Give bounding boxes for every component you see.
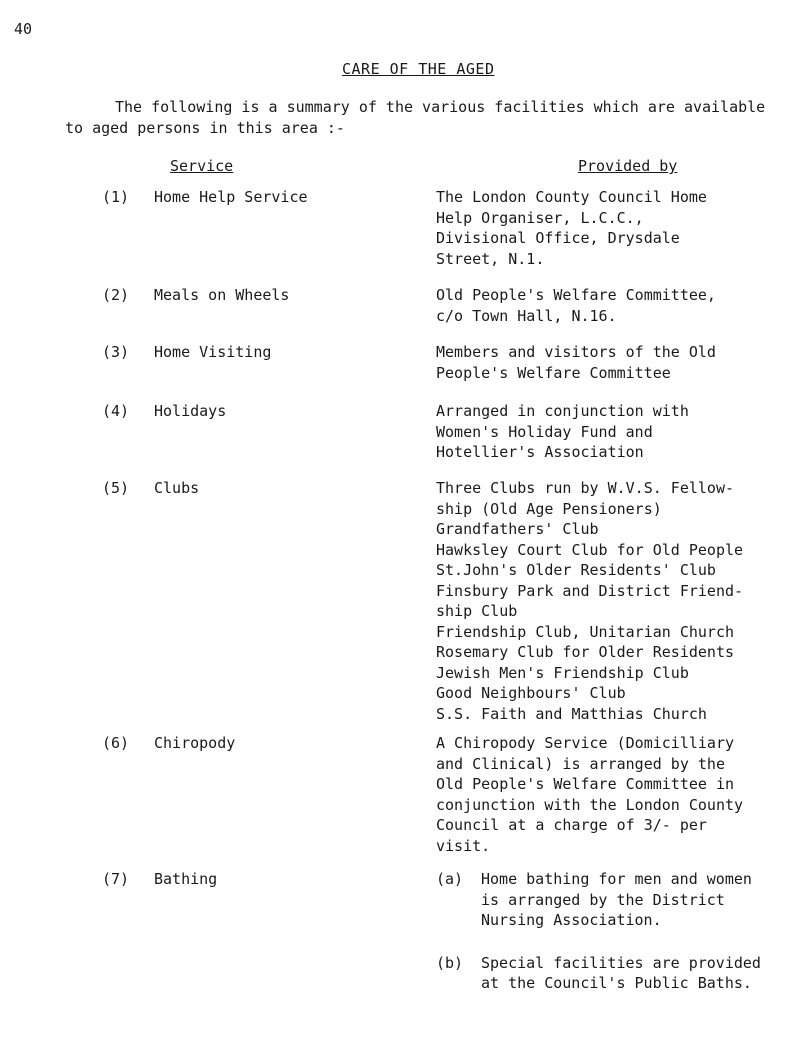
provider-text xyxy=(436,342,786,383)
provider-line: St.John's Older Residents' Club xyxy=(436,561,716,579)
service-name: Bathing xyxy=(154,870,218,888)
row-number: (7) xyxy=(102,870,130,888)
provider-line: Good Neighbours' Club xyxy=(436,684,626,702)
column-header-service: Service xyxy=(170,157,234,175)
row-number: (3) xyxy=(102,343,130,361)
provider-line: Divisional Office, Drysdale xyxy=(436,229,680,247)
item-line: Nursing Association. xyxy=(481,911,662,929)
provider-text xyxy=(436,401,786,463)
item-letter: (b) xyxy=(436,953,464,972)
provider-line: Help Organiser, L.C.C., xyxy=(436,208,644,227)
provider-line: Grandfathers' Club xyxy=(436,520,599,538)
provider-line: People's Welfare Committee xyxy=(436,363,671,382)
provider-line: A Chiropody Service (Domicilliary xyxy=(436,734,735,752)
service-name: Home Visiting xyxy=(154,343,272,361)
item-line: is arranged by the District xyxy=(481,890,725,909)
provider-line: Hotellier's Association xyxy=(436,443,644,461)
provider-text xyxy=(436,733,786,856)
intro-paragraph: The following is a summary of the various facilities which are available to aged persons in this area :- xyxy=(65,98,766,137)
provider-text xyxy=(436,869,786,1016)
column-header-provided-by: Provided by xyxy=(578,157,678,175)
provider-line: Rosemary Club for Older Residents xyxy=(436,643,735,661)
provider-text xyxy=(436,187,786,269)
provider-line: S.S. Faith and Matthias Church xyxy=(436,704,707,723)
provider-line: Hawksley Court Club for Old People xyxy=(436,540,744,559)
provider-line: Women's Holiday Fund and xyxy=(436,422,653,441)
row-number: (2) xyxy=(102,286,130,304)
provider-line: Old People's Welfare Committee, xyxy=(436,286,716,304)
item-line: at the Council's Public Baths. xyxy=(481,974,752,992)
provider-line: ship Club xyxy=(436,602,518,620)
service-name: Chiropody xyxy=(154,734,236,752)
provider-line: Members and visitors of the Old xyxy=(436,343,716,361)
service-name: Holidays xyxy=(154,402,227,420)
service-name: Meals on Wheels xyxy=(154,286,290,304)
provider-line: Street, N.1. xyxy=(436,249,545,268)
provider-line: The London County Council Home xyxy=(436,188,707,206)
row-number: (5) xyxy=(102,479,130,497)
provider-line: conjunction with the London County xyxy=(436,795,744,814)
item-letter: (a) xyxy=(436,870,464,888)
row-number: (6) xyxy=(102,734,130,752)
bathing-item xyxy=(436,953,786,994)
provider-line: Friendship Club, Unitarian Church xyxy=(436,622,735,641)
page-number: 40 xyxy=(14,20,33,38)
provider-line: Jewish Men's Friendship Club xyxy=(436,663,689,682)
provider-line: visit. xyxy=(436,836,491,855)
provider-line: and Clinical) is arranged by the xyxy=(436,754,725,773)
provider-text xyxy=(436,478,786,724)
provider-line: Finsbury Park and District Friend- xyxy=(436,581,744,600)
row-number: (4) xyxy=(102,402,130,420)
provider-text xyxy=(436,285,786,326)
bathing-item xyxy=(436,869,786,931)
service-name: Home Help Service xyxy=(154,188,308,206)
provider-line: ship (Old Age Pensioners) xyxy=(436,499,662,518)
row-number: (1) xyxy=(102,188,130,206)
service-name: Clubs xyxy=(154,479,200,497)
item-line: Home bathing for men and women xyxy=(481,870,752,888)
provider-line: Arranged in conjunction with xyxy=(436,402,689,420)
provider-line: c/o Town Hall, N.16. xyxy=(436,306,617,325)
provider-line: Old People's Welfare Committee in xyxy=(436,775,735,793)
provider-line: Three Clubs run by W.V.S. Fellow- xyxy=(436,479,735,497)
item-line: Special facilities are provided xyxy=(481,953,761,972)
provider-line: Council at a charge of 3/- per xyxy=(436,816,707,834)
page-title: CARE OF THE AGED xyxy=(342,60,495,78)
